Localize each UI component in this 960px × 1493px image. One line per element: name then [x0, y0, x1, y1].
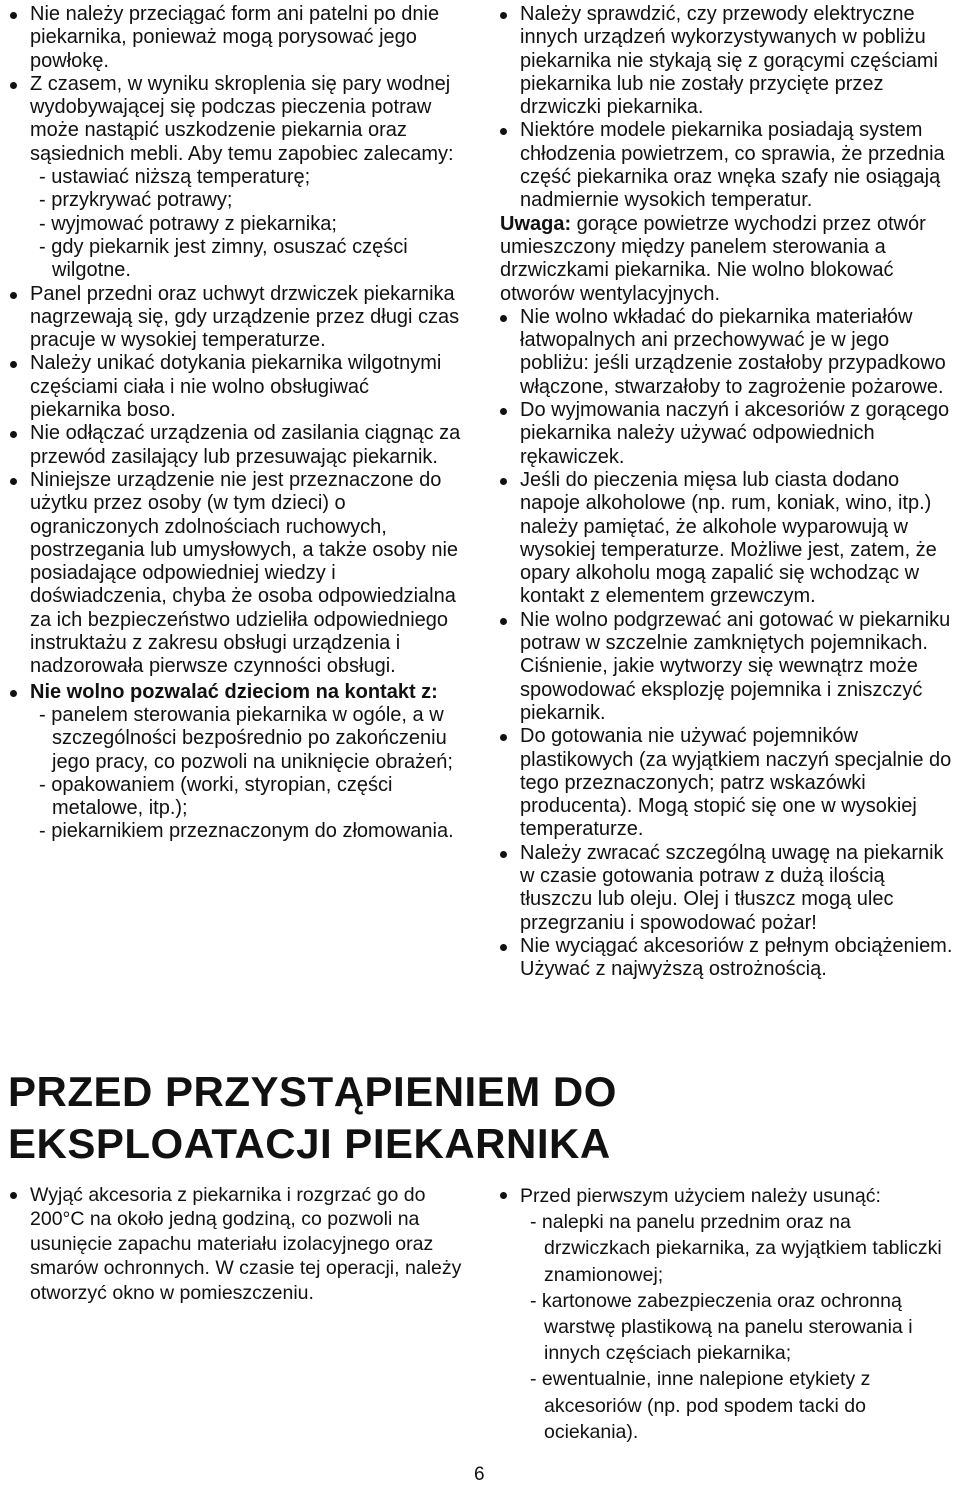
list-item: Niniejsze urządzenie nie jest przeznaczone do użytku przez osoby (w tym dzieci) o ograniczonych zdolnościach ruchowych, postrzegania lub umysłowych, a także osoby nie posiadające odpowiedniej wiedzy i doświadczenia, chyba że osoba odpowiedzialna za ich bezpieczeństwo udzieliła odpowiedniego instruktażu z zakresu obsługi urządzenia i nadzorowała pierwsze czynności obsługi.	[10, 469, 465, 679]
list-item: Wyjąć akcesoria z piekarnika i rozgrzać go do 200°C na około jedną godziną, co pozwoli na usunięcie zapachu materiału izolacyjnego oraz smarów ochronnych. W czasie tej operacji, należy otworzyć okno w pomieszczeniu.	[10, 1183, 465, 1305]
bullet-icon	[500, 478, 507, 485]
bullet-icon	[10, 82, 17, 89]
sub-item: - opakowaniem (worki, styropian, części metalowe, itp.);	[39, 773, 393, 820]
list-item: Niektóre modele piekarnika posiadają system chłodzenia powietrzem, co sprawia, że przednia część piekarnika oraz wnęka szafy nie osiągają nadmiernie wysokich temperatur.	[500, 119, 955, 212]
sub-item: - piekarnikiem przeznaczonym do złomowania.	[39, 820, 454, 843]
bullet-icon	[500, 12, 507, 19]
section-heading: PRZED PRZYSTĄPIENIEM DO EKSPLOATACJI PIEKARNIKA	[8, 1068, 617, 1167]
bullet-icon	[500, 618, 507, 625]
list-item: Nie wolno wkładać do piekarnika materiałów łatwopalnych ani przechowywać je w jego pobliżu: jeśli urządzenie zostałoby przypadkowo włączone, stwarzałoby to zagrożenie pożarowe.	[500, 306, 955, 399]
sub-item: - ewentualnie, inne nalepione etykiety z akcesoriów (np. pod spodem tacki do ociekania).	[530, 1368, 871, 1443]
list-item: Należy unikać dotykania piekarnika wilgotnymi częściami ciała i nie wolno obsługiwać piekarnika boso.	[10, 352, 465, 422]
sub-item: - ustawiać niższą temperaturę;	[39, 166, 311, 189]
bullet-icon	[500, 128, 507, 135]
warning-heading: Nie wolno pozwalać dzieciom na kontakt z:	[30, 680, 438, 703]
list-item: Do wyjmowania naczyń i akcesoriów z gorącego piekarnika należy używać odpowiednich rękawiczek.	[500, 399, 955, 469]
list-item: Do gotowania nie używać pojemników plastikowych (za wyjątkiem naczyń specjalnie do tego przeznaczonych; patrz wskazówki producenta). Mogą stopić się one w wysokiej temperaturze.	[500, 725, 955, 841]
sub-item: - panelem sterowania piekarnika w ogóle, a w szczególności bezpośrednio po zakończeniu jego pracy, co pozwoli na uniknięcie obrażeń;	[39, 703, 453, 773]
list-item: Nie wyciągać akcesoriów z pełnym obciążeniem. Używać z najwyższą ostrożnością.	[500, 935, 955, 982]
bullet-icon	[10, 361, 17, 368]
bullet-icon	[10, 690, 17, 697]
bullet-icon	[10, 1192, 17, 1199]
page-number: 6	[474, 1464, 485, 1485]
note-label: Uwaga:	[500, 212, 572, 235]
bullet-icon	[500, 734, 507, 741]
list-item	[10, 681, 465, 844]
note-paragraph	[500, 213, 955, 306]
sub-item: - wyjmować potrawy z piekarnika;	[39, 212, 337, 235]
list-item: Należy sprawdzić, czy przewody elektryczne innych urządzeń wykorzystywanych w pobliżu piekarnika nie stykają się z gorącymi częściami piekarnika lub nie zostały przycięte przez drzwiczki piekarnika.	[500, 3, 955, 119]
list-item: Należy zwracać szczególną uwagę na piekarnik w czasie gotowania potraw z dużą ilością tłuszczu lub oleju. Olej i tłuszcz mogą ulec przegrzaniu i spowodować pożar!	[500, 842, 955, 935]
bullet-icon	[500, 851, 507, 858]
bullet-icon	[10, 292, 17, 299]
list-item: Panel przedni oraz uchwyt drzwiczek piekarnika nagrzewają się, gdy urządzenie przez długi czas pracuje w wysokiej temperaturze.	[10, 283, 465, 353]
right-column-top	[500, 3, 955, 981]
list-item: Nie należy przeciągać form ani patelni po dnie piekarnika, ponieważ mogą porysować jego powłokę.	[10, 3, 465, 73]
list-item: Przed pierwszym użyciem należy usunąć: - nalepki na panelu przednim oraz na drzwiczkach piekarnika, za wyjątkiem tabliczki znamionowej; - kartonowe zabezpieczenia oraz ochronną warstwę plastikową na panelu sterowania i innych częściach piekarnika; - ewentualnie, inne nalepione etykiety z akcesoriów (np. pod spodem tacki do ociekania).	[500, 1183, 955, 1445]
sub-item: - kartonowe zabezpieczenia oraz ochronną warstwę plastikową na panelu sterowania i innych częściach piekarnika;	[530, 1289, 913, 1365]
sub-item: - nalepki na panelu przednim oraz na drzwiczkach piekarnika, za wyjątkiem tabliczki znamionowej;	[530, 1211, 942, 1286]
bullet-icon	[10, 12, 17, 19]
sub-item: - przykrywać potrawy;	[39, 189, 233, 212]
bullet-icon	[500, 315, 507, 322]
bullet-icon	[500, 944, 507, 951]
list-item: Z czasem, w wyniku skroplenia się pary wodnej wydobywającej się podczas pieczenia potraw może nastąpić uszkodzenie piekarnia oraz sąsiednich mebli. Aby temu zapobiec zalecamy: - ustawiać niższą temperaturę; - przykrywać potrawy; - wyjmować potrawy z piekarnika; - gdy piekarnik jest zimny, osuszać części wilgotne.	[10, 73, 465, 283]
left-column-bottom	[10, 1183, 465, 1305]
bullet-icon	[10, 431, 17, 438]
bullet-icon	[500, 408, 507, 415]
sub-item: - gdy piekarnik jest zimny, osuszać części wilgotne.	[39, 235, 408, 282]
bullet-icon	[500, 1192, 507, 1199]
list-item: Nie odłączać urządzenia od zasilania ciągnąc za przewód zasilający lub przesuwając piekarnik.	[10, 422, 465, 469]
note-text: gorące powietrze wychodzi przez otwór umieszczony między panelem sterowania a drzwiczkami piekarnika. Nie wolno blokować otworów wentylacyjnych.	[500, 212, 926, 305]
list-item: Nie wolno podgrzewać ani gotować w piekarniku potraw w szczelnie zamkniętych pojemnikach. Ciśnienie, jakie wytworzy się wewnątrz może spowodować eksplozję pojemnika i zniszczyć piekarnik.	[500, 609, 955, 725]
right-column-bottom	[500, 1183, 955, 1445]
list-item: Jeśli do pieczenia mięsa lub ciasta dodano napoje alkoholowe (np. rum, koniak, wino, itp.) należy pamiętać, że alkohole wyparowują w wysokiej temperaturze. Możliwe jest, zatem, że opary alkoholu mogą zapalić się wchodząc w kontakt z elementem grzewczym.	[500, 469, 955, 609]
left-column-top	[10, 3, 465, 844]
bullet-icon	[10, 478, 17, 485]
